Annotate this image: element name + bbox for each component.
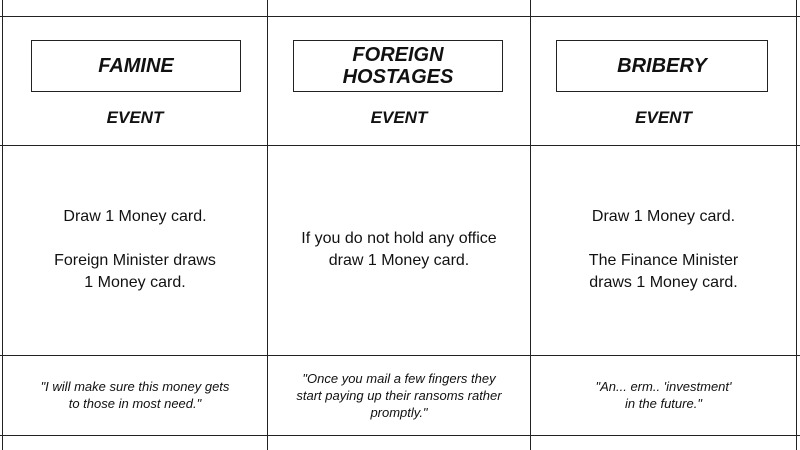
card-effect-line: Draw 1 Money card. (591, 208, 736, 225)
card-flavor-text: "I will make sure this money gets to those in most need." (40, 379, 230, 411)
card-title (556, 40, 768, 92)
card-effect-line: The Finance Minister draws 1 Money card. (588, 252, 739, 291)
card-title (293, 40, 503, 92)
card-effect-line: Foreign Minister draws 1 Money card. (54, 252, 216, 291)
card-title (31, 40, 241, 92)
card-type: EVENT (106, 108, 164, 127)
card-effect (537, 146, 790, 354)
card-effect (274, 146, 524, 354)
card-type: EVENT (635, 108, 692, 127)
event-card-foreign-hostages (268, 0, 530, 450)
card-title-line: FAMINE (98, 55, 174, 77)
card-type: EVENT (370, 108, 428, 127)
card-title-line: FOREIGN (352, 44, 444, 66)
card-title-line: BRIBERY (617, 55, 707, 77)
card-effect-line: Draw 1 Money card. (63, 208, 207, 225)
card-effect-line: If you do not hold any office draw 1 Money card. (301, 230, 497, 269)
card-flavor-text: "An... erm.. 'investment' in the future." (595, 379, 732, 411)
event-card-bribery (531, 0, 796, 450)
card-flavor-text: "Once you mail a few fingers they start paying up their ransoms rather promptly." (296, 370, 502, 420)
grid-line (796, 0, 797, 450)
card-effect (9, 146, 261, 354)
card-title-line: HOSTAGES (342, 66, 454, 88)
event-card-famine (3, 0, 267, 450)
